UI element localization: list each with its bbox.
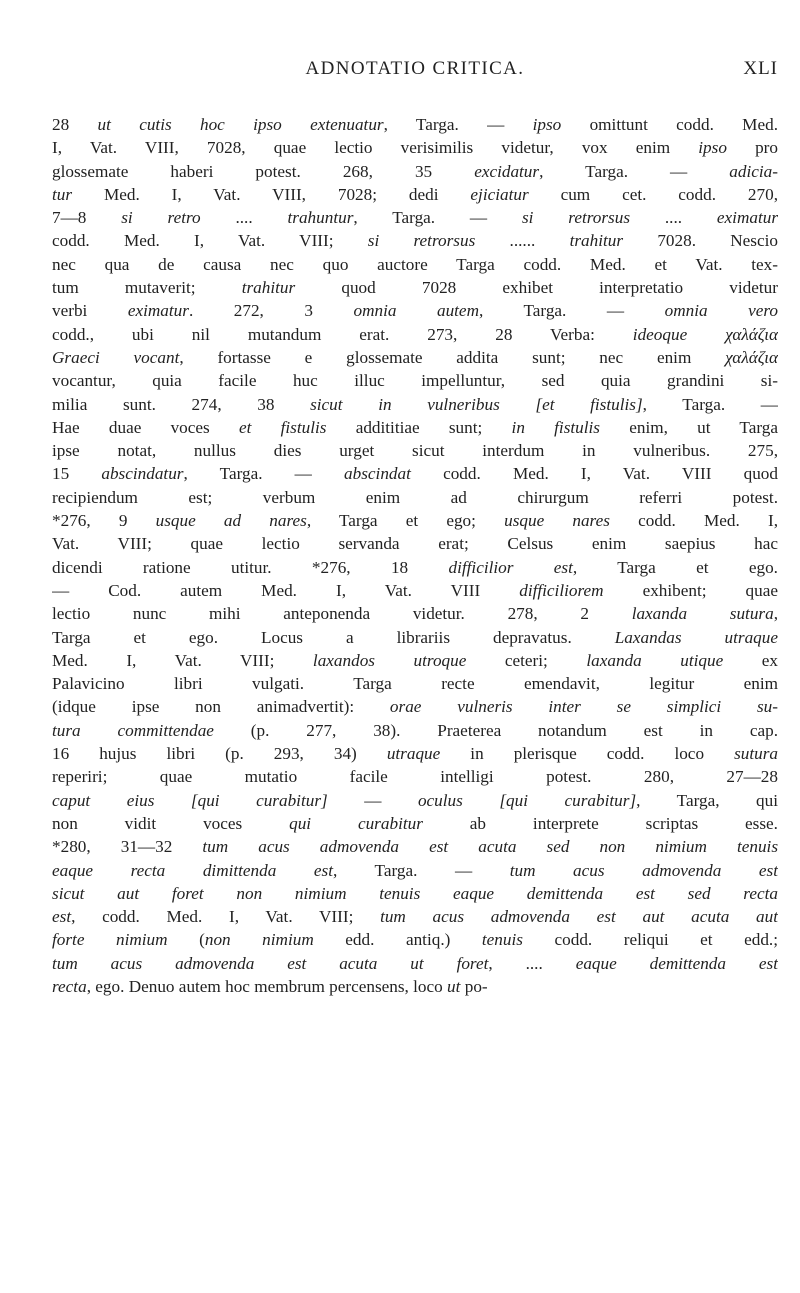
text-line: 16 hujus libri (p. 293, 34) utraque in plerisque codd. loco sutura bbox=[52, 744, 778, 764]
text-line: Targa et ego. Locus a librariis depravatus. Laxandas utraque bbox=[52, 627, 778, 647]
critical-notes-text bbox=[52, 113, 778, 998]
text-line: 7—8 si retro .... trahuntur, Targa. — si retrorsus .... eximatur bbox=[52, 208, 778, 228]
text-line: lectio nunc mihi anteponenda videtur. 278, 2 laxanda sutura, bbox=[52, 604, 778, 624]
text-line: glossemate haberi potest. 268, 35 excidatur, Targa. — adicia- bbox=[52, 161, 778, 181]
text-line: nec qua de causa nec quo auctore Targa codd. Med. et Vat. tex- bbox=[52, 254, 778, 274]
text-line: codd., ubi nil mutandum erat. 273, 28 Verba: ideoque χαλάζια bbox=[52, 324, 778, 344]
text-line: tum mutaverit; trahitur quod 7028 exhibet interpretatio videtur bbox=[52, 278, 778, 298]
text-line: Med. I, Vat. VIII; laxandos utroque ceteri; laxanda utique ex bbox=[52, 650, 778, 670]
text-line: Palavicino libri vulgati. Targa recte emendavit, legitur enim bbox=[52, 674, 778, 694]
text-line: caput eius [qui curabitur] — oculus [qui curabitur], Targa, qui bbox=[52, 790, 778, 810]
text-line: vocantur, quia facile huc illuc impelluntur, sed quia grandini si- bbox=[52, 371, 778, 391]
text-line: reperiri; quae mutatio facile intelligi potest. 280, 27—28 bbox=[52, 767, 778, 787]
page-header bbox=[52, 58, 778, 84]
text-line: non vidit voces qui curabitur ab interprete scriptas esse. bbox=[52, 813, 778, 833]
text-line: I, Vat. VIII, 7028, quae lectio verisimilis videtur, vox enim ipso pro bbox=[52, 138, 778, 158]
text-line: recta, ego. Denuo autem hoc membrum percensens, loco ut po- bbox=[52, 976, 488, 996]
text-line: *276, 9 usque ad nares, Targa et ego; usque nares codd. Med. I, bbox=[52, 511, 778, 531]
text-line: sicut aut foret non nimium tenuis eaque demittenda est sed recta bbox=[52, 883, 778, 903]
text-line: — Cod. autem Med. I, Vat. VIII difficiliorem exhibent; quae bbox=[52, 580, 778, 600]
text-line: tum acus admovenda est acuta ut foret, .... eaque demittenda est bbox=[52, 953, 778, 973]
page-number: XLI bbox=[743, 58, 778, 79]
text-line: dicendi ratione utitur. *276, 18 difficilior est, Targa et ego. bbox=[52, 557, 778, 577]
text-line: 28 ut cutis hoc ipso extenuatur, Targa. — ipso omittunt codd. Med. bbox=[52, 115, 778, 134]
text-line: milia sunt. 274, 38 sicut in vulneribus [et fistulis], Targa. — bbox=[52, 394, 778, 414]
text-line: tura committendae (p. 277, 38). Praeterea notandum est in cap. bbox=[52, 720, 778, 740]
text-line: verbi eximatur. 272, 3 omnia autem, Targa. — omnia vero bbox=[52, 301, 778, 321]
text-line: Graeci vocant, fortasse e glossemate addita sunt; nec enim χαλάζια bbox=[52, 347, 778, 367]
text-line: ipse notat, nullus dies urget sicut interdum in vulneribus. 275, bbox=[52, 441, 778, 461]
text-line: Hae duae voces et fistulis addititiae sunt; in fistulis enim, ut Targa bbox=[52, 417, 778, 437]
running-title: ADNOTATIO CRITICA. bbox=[305, 58, 525, 79]
text-line: *280, 31—32 tum acus admovenda est acuta sed non nimium tenuis bbox=[52, 837, 778, 857]
text-line: est, codd. Med. I, Vat. VIII; tum acus admovenda est aut acuta aut bbox=[52, 907, 778, 927]
text-line: 15 abscindatur, Targa. — abscindat codd. Med. I, Vat. VIII quod bbox=[52, 464, 778, 484]
text-line: recipiendum est; verbum enim ad chirurgum referri potest. bbox=[52, 487, 778, 507]
text-line: eaque recta dimittenda est, Targa. — tum acus admovenda est bbox=[52, 860, 778, 880]
text-line: Vat. VIII; quae lectio servanda erat; Celsus enim saepius hac bbox=[52, 534, 778, 554]
text-line: (idque ipse non animadvertit): orae vulneris inter se simplici su- bbox=[52, 697, 778, 717]
text-line: codd. Med. I, Vat. VIII; si retrorsus ...... trahitur 7028. Nescio bbox=[52, 231, 778, 251]
text-line: tur Med. I, Vat. VIII, 7028; dedi ejiciatur cum cet. codd. 270, bbox=[52, 184, 778, 204]
text-line: forte nimium (non nimium edd. antiq.) tenuis codd. reliqui et edd.; bbox=[52, 930, 778, 950]
